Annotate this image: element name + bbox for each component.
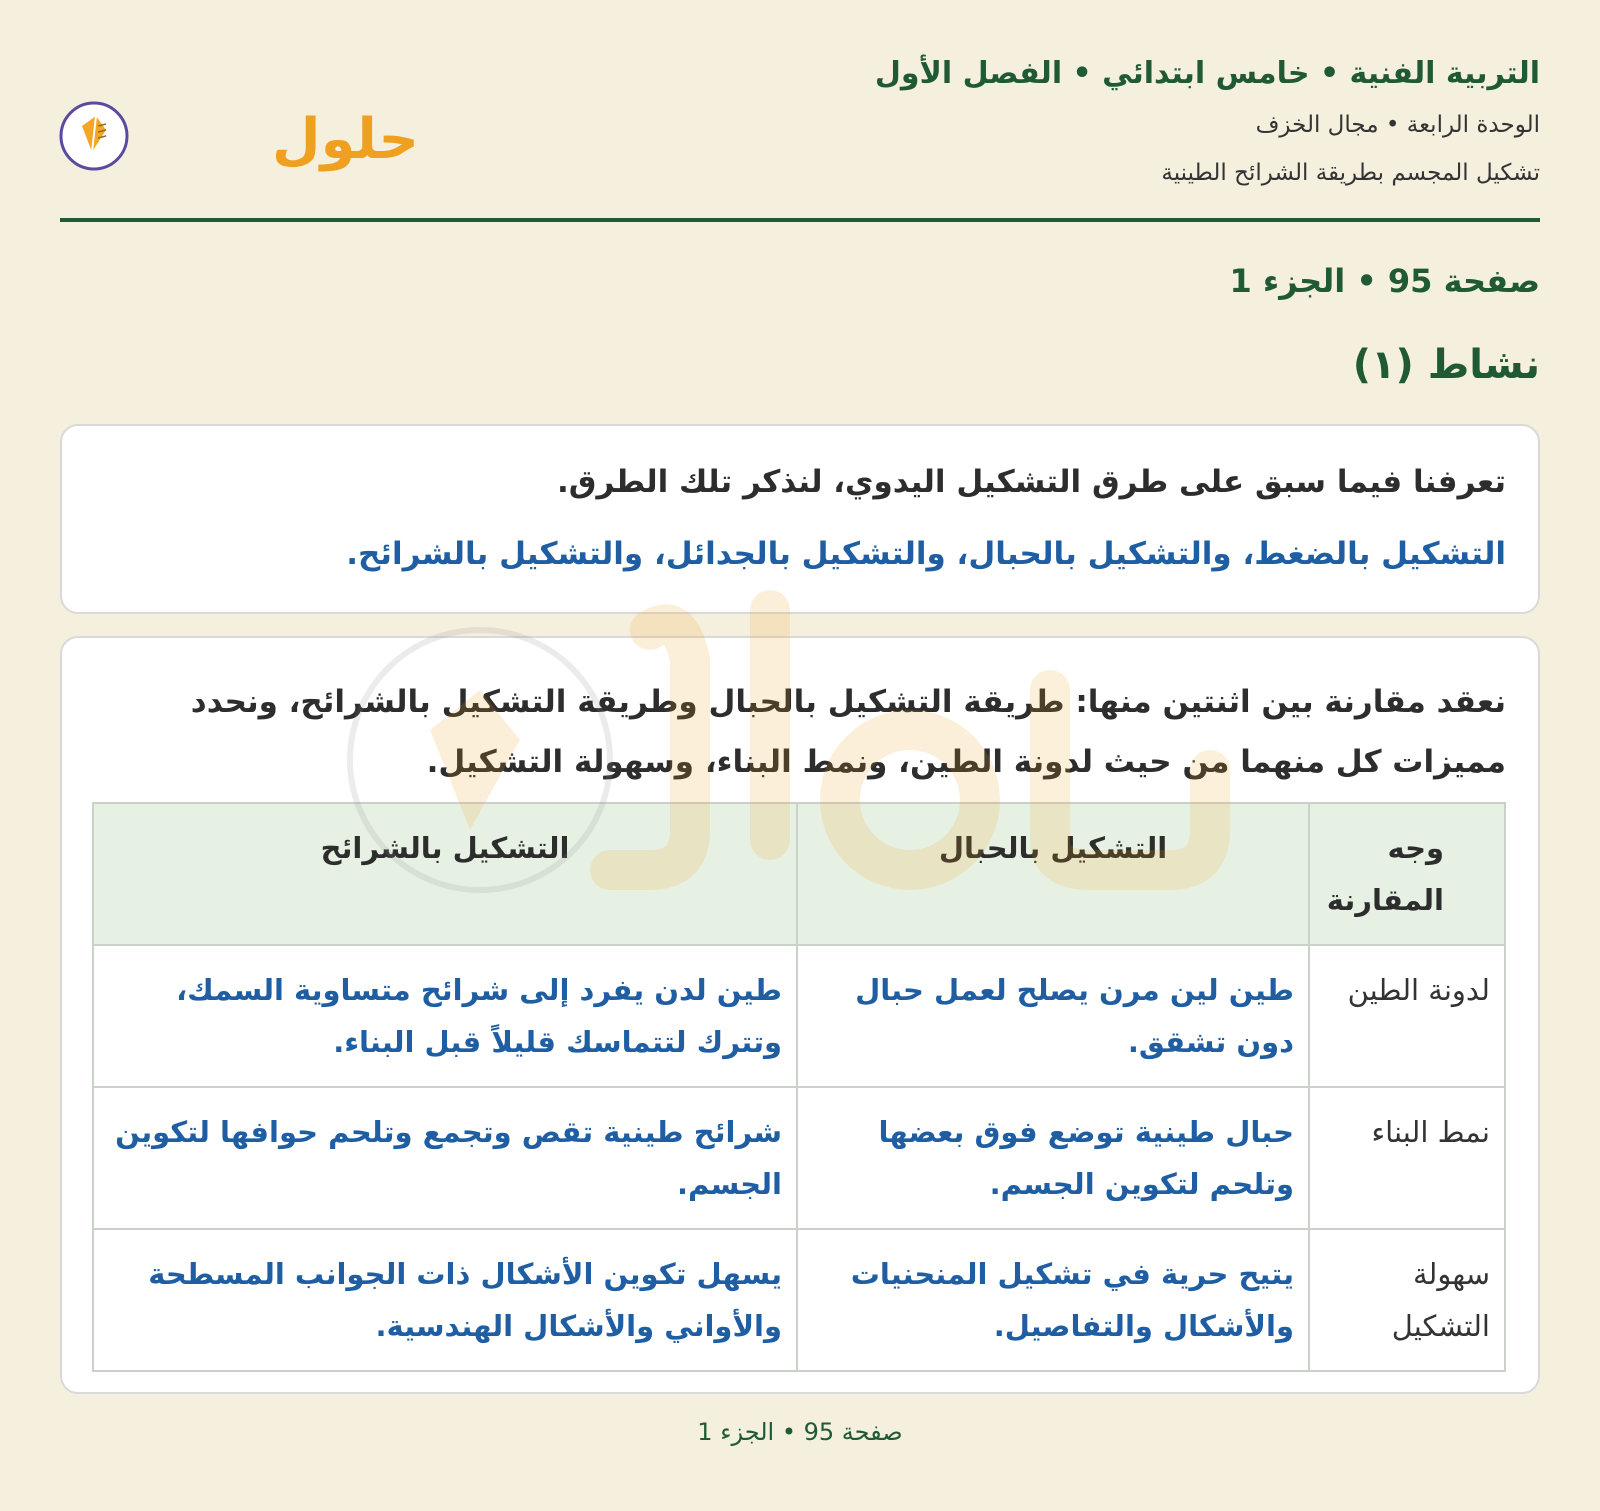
logo-text: حلول — [272, 107, 419, 172]
lesson-subtitle: تشكيل المجسم بطريقة الشرائح الطينية — [1161, 160, 1540, 186]
table-row — [93, 1087, 1505, 1229]
activity-title: نشاط (١) — [1352, 342, 1540, 388]
table-row — [93, 945, 1505, 1087]
question-text: نعقد مقارنة بين اثنتين منها: طريقة التشكيل بالحبال وطريقة التشكيل بالشرائح، ونحدد مميزات كل منهما من حيث لدونة الطين، ونمط البناء، وسهولة التشكيل. — [190, 684, 1506, 780]
table-cell: يتيح حرية في تشكيل المنحنيات والأشكال والتفاصيل. — [797, 1229, 1309, 1371]
question-text: تعرفنا فيما سبق على طرق التشكيل اليدوي، لنذكر تلك الطرق. — [556, 464, 1506, 500]
logo — [60, 86, 419, 182]
table-header: التشكيل بالحبال — [797, 803, 1309, 945]
page-footer: صفحة 95 • الجزء 1 — [697, 1418, 903, 1446]
question-card-1 — [60, 424, 1540, 614]
comparison-table — [92, 802, 1506, 1372]
table-cell: لدونة الطين — [1309, 945, 1505, 1087]
page — [60, 0, 1540, 1511]
table-cell: طين لين مرن يصلح لعمل حبال دون تشقق. — [797, 945, 1309, 1087]
table-cell: حبال طينية توضع فوق بعضها وتلحم لتكوين الجسم. — [797, 1087, 1309, 1229]
table-cell: شرائح طينية تقص وتجمع وتلحم حوافها لتكوين الجسم. — [93, 1087, 797, 1229]
question-card-2 — [60, 636, 1540, 1394]
table-header: التشكيل بالشرائح — [93, 803, 797, 945]
table-cell: يسهل تكوين الأشكال ذات الجوانب المسطحة والأواني والأشكال الهندسية. — [93, 1229, 797, 1371]
table-cell: سهولة التشكيل — [1309, 1229, 1505, 1371]
table-header-row — [93, 803, 1505, 945]
page-info: صفحة 95 • الجزء 1 — [1229, 262, 1540, 300]
table-row — [93, 1229, 1505, 1371]
book-icon — [60, 86, 419, 182]
table-header: وجه المقارنة — [1309, 803, 1505, 945]
header-divider — [60, 218, 1540, 222]
table-cell: طين لدن يفرد إلى شرائح متساوية السمك، وتترك لتتماسك قليلاً قبل البناء. — [93, 945, 797, 1087]
table-cell: نمط البناء — [1309, 1087, 1505, 1229]
header — [60, 50, 1540, 220]
unit-subtitle: الوحدة الرابعة • مجال الخزف — [1255, 112, 1540, 138]
answer-text: التشكيل بالضغط، والتشكيل بالحبال، والتشكيل بالجدائل، والتشكيل بالشرائح. — [346, 536, 1506, 572]
page-title: التربية الفنية • خامس ابتدائي • الفصل الأول — [874, 56, 1540, 91]
